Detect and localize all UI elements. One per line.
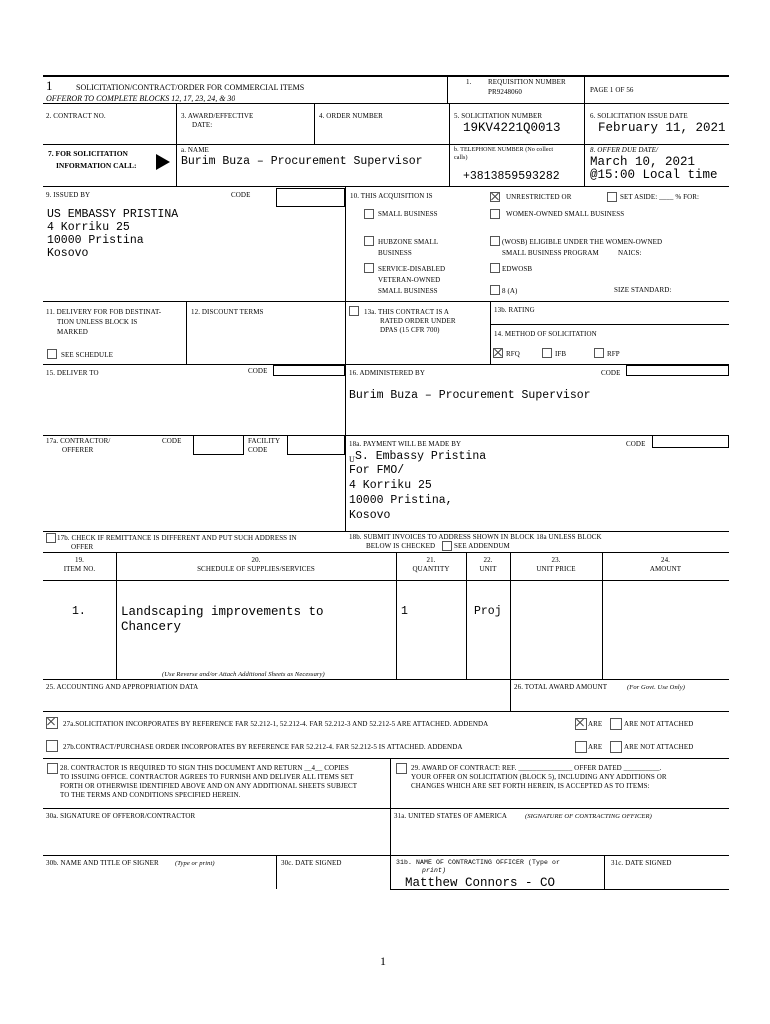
- total-award-label: 26. TOTAL AWARD AMOUNT: [514, 683, 608, 691]
- issue-date-label: 6. SOLICITATION ISSUE DATE: [590, 112, 688, 120]
- submit-invoices-label-2: BELOW IS CHECKED: [366, 542, 436, 550]
- col19-header: 19. ITEM NO.: [63, 556, 96, 573]
- arrow-right-icon: [156, 154, 170, 170]
- schedule-footnote: (Use Reverse and/or Attach Additional Sheets as Necessary): [162, 671, 325, 678]
- issue-date-value: February 11, 2021: [598, 121, 726, 135]
- offer-due-date: March 10, 2021: [590, 155, 696, 169]
- requisition-number-num: 1.: [466, 78, 472, 86]
- clause-27b-text: 27b.CONTRACT/PURCHASE ORDER INCORPORATES BY REFERENCE FAR 52.212-4. FAR 52.212-5 IS ATTACHED. ADDENDA: [63, 743, 463, 751]
- award-date-label-2: DATE:: [192, 121, 213, 129]
- contractor-code-field[interactable]: [193, 435, 244, 455]
- size-standard-label: SIZE STANDARD:: [614, 286, 672, 294]
- rating-label: 13b. RATING: [494, 306, 535, 314]
- issued-by-code-field[interactable]: [276, 188, 345, 207]
- see-schedule-label: SEE SCHEDULE: [61, 351, 113, 359]
- discount-terms-label: 12. DISCOUNT TERMS: [191, 308, 264, 316]
- info-call-label: INFORMATION CALL:: [56, 161, 137, 170]
- administered-by-label: 16. ADMINISTERED BY: [349, 369, 425, 377]
- clause-28-line-4: TO THE TERMS AND CONDITIONS SPECIFIED HEREIN.: [60, 791, 241, 799]
- requisition-number-label: REQUISITION NUMBER: [488, 78, 566, 86]
- deliver-to-code-field[interactable]: [273, 365, 345, 376]
- issued-by-line-4: Kosovo: [47, 247, 89, 260]
- 27b-are-checkbox[interactable]: [575, 741, 587, 753]
- payment-line-2: For FMO/: [349, 464, 405, 477]
- wosb-checkbox[interactable]: [490, 236, 500, 246]
- solicitation-number-value: 19KV4221Q0013: [463, 121, 561, 135]
- col21-header: 21. QUANTITY: [412, 556, 450, 573]
- 27a-not-attached-label: ARE NOT ATTACHED: [624, 720, 694, 728]
- sdvosb-label-2: VETERAN-OWNED: [378, 276, 441, 284]
- offeror-signature-label: 30a. SIGNATURE OF OFFEROR/CONTRACTOR: [46, 812, 196, 820]
- col22-header: 22. UNIT: [479, 556, 497, 573]
- payment-code-label: CODE: [626, 440, 646, 448]
- rated-order-checkbox[interactable]: [349, 306, 359, 316]
- payment-code-field[interactable]: [652, 435, 729, 448]
- see-schedule-checkbox[interactable]: [47, 349, 57, 359]
- rfp-checkbox[interactable]: [594, 348, 604, 358]
- signer-name-note: (Type or print): [175, 860, 215, 867]
- deliver-to-code-label: CODE: [248, 367, 268, 375]
- naics-label: NAICS:: [618, 249, 642, 257]
- 27b-not-attached-label: ARE NOT ATTACHED: [624, 743, 694, 751]
- hubzone-label-2: BUSINESS: [378, 249, 412, 257]
- delivery-fob-label-2: TION UNLESS BLOCK IS: [57, 318, 138, 326]
- 27b-not-attached-checkbox[interactable]: [610, 741, 622, 753]
- addenda-27a-checkbox[interactable]: [46, 717, 58, 729]
- form-title: SOLICITATION/CONTRACT/ORDER FOR COMMERCIAL ITEMS: [76, 83, 305, 92]
- contractor-code-label: CODE: [162, 437, 182, 445]
- clause-29-line-2: YOUR OFFER ON SOLICITATION (BLOCK 5), INCLUDING ANY ADDITIONS OR: [411, 773, 667, 781]
- hubzone-checkbox[interactable]: [364, 236, 374, 246]
- payment-line-1: S. Embassy Pristina: [355, 450, 487, 463]
- item-number: 1.: [72, 605, 86, 618]
- payment-line-5: Kosovo: [349, 509, 391, 522]
- issued-by-line-2: 4 Korriku 25: [47, 221, 130, 234]
- delivery-fob-label-3: MARKED: [57, 328, 88, 336]
- rfp-label: RFP: [607, 350, 620, 358]
- rfq-label: RFQ: [506, 350, 520, 358]
- facility-code-label-2: CODE: [248, 446, 268, 454]
- women-owned-label: WOMEN-OWNED SMALL BUSINESS: [506, 210, 625, 218]
- sdvosb-label: SERVICE-DISABLED: [378, 265, 446, 273]
- top-rule: [43, 75, 729, 77]
- administered-code-label: CODE: [601, 369, 621, 377]
- order-number-label: 4. ORDER NUMBER: [319, 112, 383, 120]
- col23-header: 23. UNIT PRICE: [536, 556, 576, 573]
- contract-no-label: 2. CONTRACT NO.: [46, 112, 106, 120]
- contact-name-value: Burim Buza – Procurement Supervisor: [181, 155, 423, 168]
- hubzone-label: HUBZONE SMALL: [378, 238, 439, 246]
- telephone-value: +3813859593282: [463, 170, 560, 183]
- see-addendum-label: SEE ADDENDUM: [454, 542, 510, 550]
- payment-line-3: 4 Korriku 25: [349, 479, 432, 492]
- offer-due-time: @15:00 Local time: [590, 168, 718, 182]
- item-quantity: 1: [401, 605, 408, 618]
- contact-name-label: a. NAME: [181, 146, 209, 154]
- payment-small-u: U: [349, 455, 355, 464]
- facility-code-field[interactable]: [287, 435, 345, 455]
- ifb-checkbox[interactable]: [542, 348, 552, 358]
- co-name-value: Matthew Connors - CO: [405, 876, 556, 890]
- total-award-note: (For Govt. Use Only): [627, 684, 685, 691]
- small-business-checkbox[interactable]: [364, 209, 374, 219]
- addenda-27b-checkbox[interactable]: [46, 740, 58, 752]
- clause-28-line-1: 28. CONTRACTOR IS REQUIRED TO SIGN THIS DOCUMENT AND RETURN __4__ COPIES: [60, 764, 349, 772]
- clause-28-line-3: FORTH OR OTHERWISE IDENTIFIED ABOVE AND ON ANY ADDITIONAL SHEETS SUBJECT: [60, 782, 358, 790]
- co-name-label-2: print): [422, 867, 447, 874]
- administered-by-value: Burim Buza – Procurement Supervisor: [349, 389, 591, 402]
- page-number-large: 1: [46, 78, 53, 93]
- requisition-number-value: PR9248060: [488, 88, 522, 96]
- see-addendum-checkbox[interactable]: [442, 541, 452, 551]
- solicitation-number-label: 5. SOLICITATION NUMBER: [454, 112, 543, 120]
- issued-by-code-label: CODE: [231, 191, 251, 199]
- small-business-label: SMALL BUSINESS: [378, 210, 438, 218]
- col20-header: 20. SCHEDULE OF SUPPLIES/SERVICES: [197, 556, 315, 573]
- co-name-label: 31b. NAME OF CONTRACTING OFFICER (Type or: [396, 859, 561, 866]
- facility-code-label: FACILITY: [248, 437, 281, 445]
- contractor-sign-checkbox[interactable]: [47, 763, 58, 774]
- issued-by-line-3: 10000 Pristina: [47, 234, 144, 247]
- ifb-label: IFB: [555, 350, 567, 358]
- unrestricted-checkbox[interactable]: [490, 192, 500, 202]
- deliver-to-label: 15. DELIVER TO: [46, 369, 99, 377]
- acquisition-label: 10. THIS ACQUISITION IS: [350, 192, 433, 200]
- signer-name-label: 30b. NAME AND TITLE OF SIGNER: [46, 859, 159, 867]
- contractor-label-2: OFFERER: [62, 446, 94, 454]
- item-description-1: Landscaping improvements to: [121, 605, 324, 619]
- remittance-label-2: OFFER: [71, 543, 94, 551]
- clause-29-line-1: 29. AWARD OF CONTRACT: REF. _______________ OFFER DATED __________.: [411, 764, 662, 772]
- clause-28-line-2: TO ISSUING OFFICE. CONTRACTOR AGREES TO FURNISH AND DELIVER ALL ITEMS SET: [60, 773, 354, 781]
- remittance-label: 17b. CHECK IF REMITTANCE IS DIFFERENT AND PUT SUCH ADDRESS IN: [57, 534, 297, 542]
- date-signed-label-2: 31c. DATE SIGNED: [611, 859, 672, 867]
- method-label: 14. METHOD OF SOLICITATION: [494, 330, 597, 338]
- clause-27a-text: 27a.SOLICITATION INCORPORATES BY REFERENCE FAR 52.212-1, 52.212-4. FAR 52.212-3 AND 52.212-5 ARE ATTACHED. ADDENDA: [63, 720, 489, 728]
- unrestricted-label: UNRESTRICTED OR: [506, 193, 572, 201]
- rated-order-label: 13a. THIS CONTRACT IS A: [364, 308, 450, 316]
- accounting-label: 25. ACCOUNTING AND APPROPRIATION DATA: [46, 683, 199, 691]
- edwosb-checkbox[interactable]: [490, 263, 500, 273]
- edwosb-label: EDWOSB: [502, 265, 533, 273]
- eight-a-label: 8 (A): [502, 287, 518, 295]
- rfq-checkbox[interactable]: [493, 348, 503, 358]
- administered-code-field[interactable]: [626, 365, 729, 376]
- set-aside-label: SET ASIDE: ____ % FOR:: [620, 193, 700, 201]
- contractor-label: 17a. CONTRACTOR/: [46, 437, 111, 445]
- wosb-label-2: SMALL BUSINESS PROGRAM: [502, 249, 599, 257]
- eight-a-checkbox[interactable]: [490, 285, 500, 295]
- clause-29-line-3: CHANGES WHICH ARE SET FORTH HEREIN, IS ACCEPTED AS TO ITEMS:: [411, 782, 650, 790]
- 27b-are-label: ARE: [588, 743, 603, 751]
- item-unit: Proj: [474, 605, 502, 618]
- usa-label: 31a. UNITED STATES OF AMERICA: [394, 812, 507, 820]
- usa-note: (SIGNATURE OF CONTRACTING OFFICER): [525, 813, 652, 820]
- remittance-checkbox[interactable]: [46, 533, 56, 543]
- issued-by-line-1: US EMBASSY PRISTINA: [47, 208, 179, 221]
- for-solicitation-label: 7. FOR SOLICITATION: [48, 149, 128, 158]
- sdvosb-label-3: SMALL BUSINESS: [378, 287, 438, 295]
- award-date-label: 3. AWARD/EFFECTIVE: [181, 112, 254, 120]
- rated-order-label-3: DPAS (15 CFR 700): [380, 326, 440, 334]
- sdvosb-checkbox[interactable]: [364, 263, 374, 273]
- item-description-2: Chancery: [121, 620, 182, 634]
- women-owned-checkbox[interactable]: [490, 209, 500, 219]
- issued-by-label: 9. ISSUED BY: [46, 191, 91, 199]
- telephone-label-2: calls): [454, 155, 468, 161]
- footer-page-number: 1: [380, 954, 386, 968]
- col24-header: 24. AMOUNT: [649, 556, 682, 573]
- offer-due-label: 8. OFFER DUE DATE/: [590, 146, 659, 154]
- page-count: PAGE 1 OF 56: [590, 86, 634, 94]
- rated-order-label-2: RATED ORDER UNDER: [380, 317, 456, 325]
- date-signed-label: 30c. DATE SIGNED: [281, 859, 342, 867]
- payment-line-4: 10000 Pristina,: [349, 494, 453, 507]
- wosb-label: (WOSB) ELIGIBLE UNDER THE WOMEN-OWNED: [502, 238, 663, 246]
- 27a-are-checkbox[interactable]: [575, 718, 587, 730]
- 27a-are-label: ARE: [588, 720, 603, 728]
- award-contract-checkbox[interactable]: [396, 763, 407, 774]
- submit-invoices-label: 18b. SUBMIT INVOICES TO ADDRESS SHOWN IN BLOCK 18a UNLESS BLOCK: [349, 533, 602, 541]
- offeror-note: OFFEROR TO COMPLETE BLOCKS 12, 17, 23, 24, & 30: [46, 94, 236, 102]
- delivery-fob-label: 11. DELIVERY FOR FOB DESTINAT-: [46, 308, 162, 316]
- 27a-not-attached-checkbox[interactable]: [610, 718, 622, 730]
- set-aside-checkbox[interactable]: [607, 192, 617, 202]
- telephone-label: b. TELEPHONE NUMBER (No collect: [454, 147, 554, 153]
- payment-by-label: 18a. PAYMENT WILL BE MADE BY: [349, 440, 462, 448]
